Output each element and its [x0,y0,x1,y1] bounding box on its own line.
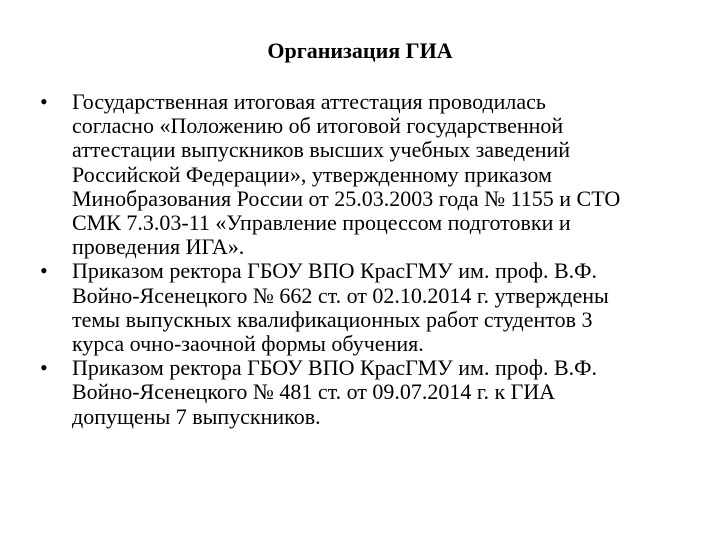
list-item-line: Государственная итоговая аттестация проводилась [72,89,546,114]
list-item [40,356,700,429]
list-item-line: Российской Федерации», утвержденному приказом [72,161,552,187]
list-item-line: допущены 7 выпускников. [72,403,321,429]
bullet-icon: • [40,89,48,114]
list-item-line: Войно-Ясенецкого № 662 ст. от 02.10.2014 г. утверждены [72,282,609,308]
bullet-list [40,90,700,429]
list-item-line: Приказом ректора ГБОУ ВПО КрасГМУ им. проф. В.Ф. [72,355,598,381]
bullet-icon: • [40,258,48,284]
list-item-line: Приказом ректора ГБОУ ВПО КрасГМУ им. проф. В.Ф. [72,258,598,284]
bullet-icon: • [40,355,48,381]
list-item-line: курса очно-заочной формы обучения. [72,331,424,357]
slide-title: Организация ГИА [267,38,453,63]
list-item-line: аттестации выпускников высших учебных заведений [72,137,571,163]
list-item-line: согласно «Положению об итоговой государственной [72,113,564,139]
list-item-line: СМК 7.3.03-11 «Управление процессом подготовки и [72,210,571,236]
list-item-line: Минобразования России от 25.03.2003 года № 1155 и СТО [72,185,621,211]
list-item [40,90,700,259]
list-item-line: проведения ИГА». [72,234,245,260]
list-item-line: темы выпускных квалификационных работ студентов 3 [72,306,593,332]
list-item-line: Войно-Ясенецкого № 481 ст. от 09.07.2014 г. к ГИА [72,379,556,405]
list-item [40,259,700,356]
